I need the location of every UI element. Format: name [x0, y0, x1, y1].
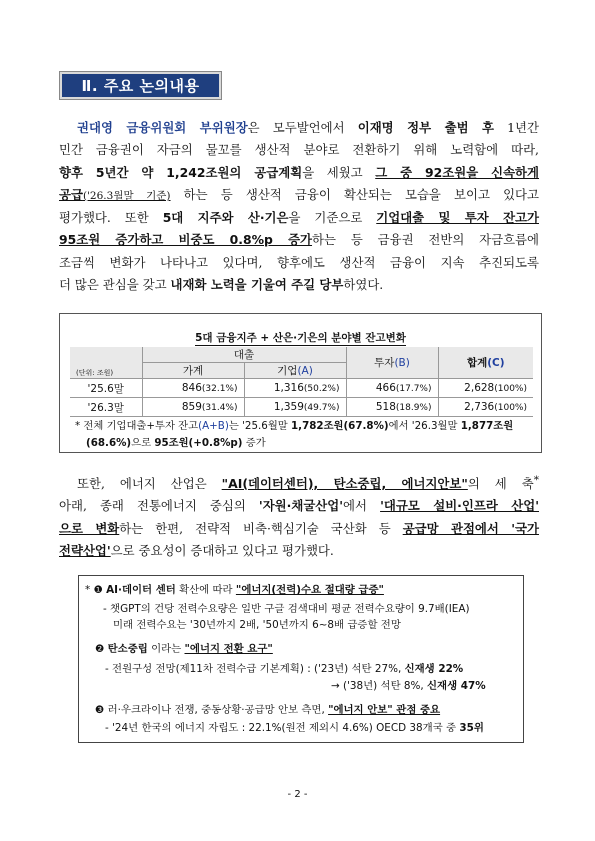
box-item-1-line-2: 미래 전력수요는 '30년까지 2배, '50년까지 6~8배 급증할 전망 [113, 619, 401, 631]
box-item-2-line-2: → ('38년) 석탄 8%, 신재생 47% [331, 680, 486, 692]
balance-table-box [59, 313, 542, 453]
row-household: 859(31.4%) [142, 398, 244, 417]
row-invest: 466(17.7%) [346, 379, 438, 398]
note-line-1: * 전체 기업대출+투자 잔고(A+B)는 '25.6월말 1,782조원(67.8%)에서 '26.3월말 1,877조원 [75, 420, 514, 432]
p1-line-1: 권대영 금융위원회 부위원장은 모두발언에서 이재명 정부 출범 후 1년간 [77, 120, 539, 135]
row-household: 846(32.1%) [142, 379, 244, 398]
row-corporate: 1,359(49.7%) [244, 398, 346, 417]
table-note [75, 418, 513, 452]
row-total: 2,628(100%) [438, 379, 533, 398]
box-item-1-line-1: - 챗GPT의 건당 전력수요량은 일반 구글 검색대비 평균 전력수요량이 9.7배(IEA) [103, 603, 470, 615]
balance-table [70, 347, 533, 417]
p1-line-3: 향후 5년간 약 1,242조원의 공급계획을 세웠고 그 중 92조원을 신속하게 [59, 164, 539, 180]
row-total: 2,736(100%) [438, 398, 533, 417]
total-header: 합계(C) [438, 347, 533, 379]
box-item-3-line-1: - '24년 한국의 에너지 자립도 : 22.1%(원전 제외시 4.6%) OECD 38개국 중 35위 [105, 722, 484, 734]
table-caption: 5대 금융지주 + 산은·기은의 분야별 잔고변화 [195, 332, 406, 344]
p1-line-6: 95조원 증가하고 비중도 0.8%p 증가하는 등 금융권 전반의 자금흐름에 [59, 232, 539, 248]
corporate-header: 기업(A) [244, 363, 346, 379]
row-period: '26.3말 [70, 398, 142, 417]
box-item-2-line-1: - 전원구성 전망(제11차 전력수급 기본계획) : ('23년) 석탄 27%, 신재생 22% [105, 663, 464, 675]
p1-line-4: 공급('26.3월말 기준) 하는 등 생산적 금융이 확산되는 모습을 보이고 있다고 [59, 186, 539, 202]
table-row [70, 398, 533, 417]
p1-line-8: 더 많은 관심을 갖고 내재화 노력을 기울여 주길 당부하였다. [59, 277, 384, 293]
section-title: Ⅱ. 주요 논의내용 [62, 74, 219, 97]
table-header-row-1 [70, 347, 533, 363]
p1-line-7: 조금씩 변화가 나타나고 있다며, 향후에도 생산적 금융이 지속 추진되도록 [59, 254, 539, 270]
row-period: '25.6말 [70, 379, 142, 398]
paragraph-1 [59, 117, 539, 296]
box-item-3-heading: ❸ 러·우크라이나 전쟁, 중동상황·공급망 안보 측면, "에너지 안보" 관점 중요 [95, 704, 441, 716]
energy-note-box [78, 575, 524, 743]
p2-line-2: 아래, 종래 전통에너지 중심의 '자원·채굴산업'에서 '대규모 설비·인프라 산업' [59, 498, 539, 514]
table-row [70, 379, 533, 398]
box-item-2-heading: ❷ 탄소중립 이라는 "에너지 전환 요구" [95, 643, 273, 655]
paragraph-2 [59, 469, 539, 562]
household-header: 가계 [142, 363, 244, 379]
row-corporate: 1,316(50.2%) [244, 379, 346, 398]
p2-line-3: 으로 변화하는 한편, 전략적 비축·핵심기술 국산화 등 공급망 관점에서 '국가 [59, 520, 539, 536]
box-item-1-heading: * ❶ AI·데이터 센터 확산에 따라 "에너지(전력)수요 절대량 급증" [85, 584, 384, 596]
page-number: - 2 - [287, 789, 308, 800]
note-line-2: (68.6%)으로 95조원(+0.8%p) 증가 [86, 437, 266, 449]
loan-group-header: 대출 [142, 347, 346, 363]
p1-line-2: 민간 금융권이 자금의 물꼬를 생산적 분야로 전환하기 위해 노력함에 따라, [59, 142, 539, 158]
p1-line-5: 평가했다. 또한 5대 지주와 산·기은을 기준으로 기업대출 및 투자 잔고가 [59, 210, 539, 226]
p2-line-4: 전략산업'으로 중요성이 증대하고 있다고 평가했다. [59, 543, 334, 559]
section-header [59, 71, 222, 100]
row-invest: 518(18.9%) [346, 398, 438, 417]
unit-label: (단위: 조원) [70, 347, 142, 379]
invest-header: 투자(B) [346, 347, 438, 379]
p2-line-1: 또한, 에너지 산업은 "AI(데이터센터), 탄소중립, 에너지안보"의 세 축* [77, 474, 539, 492]
